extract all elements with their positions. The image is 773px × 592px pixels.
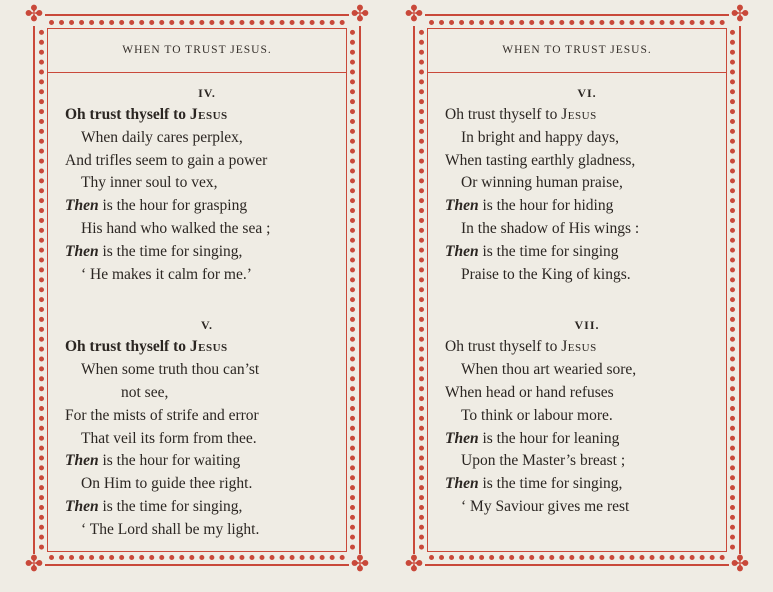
verse-line: In bright and happy days, — [461, 128, 619, 146]
fleur-ornament-icon: ✤ — [24, 552, 44, 577]
stanza-number: V. — [200, 318, 214, 333]
fleur-ornament-icon: ✤ — [350, 2, 370, 27]
verse-line: Then is the time for singing, — [445, 475, 623, 493]
verse-line: For the mists of strife and error — [65, 406, 259, 424]
fleur-ornament-icon: ✤ — [404, 552, 424, 577]
verse-line: ‘ The Lord shall be my light. — [81, 520, 260, 538]
page-header: WHEN TO TRUST JESUS. — [47, 28, 347, 73]
verse-line: Oh trust thyself to Jesus — [65, 338, 228, 356]
verse-line: Then is the hour for waiting — [65, 452, 241, 470]
verse-line: Oh trust thyself to Jesus — [65, 106, 228, 123]
poem-text — [445, 84, 729, 519]
fleur-ornament-icon: ✤ — [730, 2, 750, 27]
verse-line: Or winning human praise, — [461, 174, 623, 192]
verse-line: Oh trust thyself to Jesus — [445, 338, 597, 356]
fleur-ornament-icon: ✤ — [730, 552, 750, 577]
verse-line: not see, — [121, 383, 169, 401]
verse-line: When daily cares perplex, — [81, 128, 243, 146]
fleur-ornament-icon: ✤ — [404, 2, 424, 27]
verse-line: When thou art wearied sore, — [461, 361, 637, 379]
verse-line: When some truth thou can’st — [81, 361, 260, 379]
fleur-ornament-icon: ✤ — [24, 2, 44, 27]
verse-line: On Him to guide thee right. — [81, 475, 253, 493]
verse-line: Upon the Master’s breast ; — [461, 452, 626, 470]
verse-line: Then is the time for singing — [445, 242, 619, 260]
verse-line: Then is the time for singing, — [65, 242, 243, 260]
verse-line: ‘ My Saviour gives me rest — [461, 497, 630, 515]
verse-line: That veil its form from thee. — [81, 429, 257, 447]
stanza-number: VI. — [577, 86, 597, 100]
verse-line: When tasting earthly gladness, — [445, 151, 636, 169]
left-page — [24, 2, 370, 577]
verse-line: Then is the time for singing, — [65, 497, 243, 515]
verse-line: To think or labour more. — [461, 406, 613, 424]
verse-line: When head or hand refuses — [445, 383, 614, 401]
verse-line: Then is the hour for hiding — [445, 197, 614, 215]
stanza-number: VII. — [574, 318, 600, 333]
page-header: WHEN TO TRUST JESUS. — [427, 28, 727, 73]
verse-line: Praise to the King of kings. — [461, 265, 631, 283]
poem-text — [65, 84, 349, 542]
verse-line: Oh trust thyself to Jesus — [445, 106, 597, 123]
verse-line: And trifles seem to gain a power — [65, 151, 268, 169]
verse-line: Thy inner soul to vex, — [81, 174, 218, 192]
fleur-ornament-icon: ✤ — [350, 552, 370, 577]
verse-line: Then is the hour for leaning — [445, 429, 620, 447]
verse-line: Then is the hour for grasping — [65, 197, 248, 215]
right-page — [404, 2, 750, 577]
stanza-number: IV. — [198, 86, 216, 100]
verse-line: ‘ He makes it calm for me.’ — [81, 265, 252, 283]
verse-line: His hand who walked the sea ; — [81, 219, 271, 237]
verse-line: In the shadow of His wings : — [461, 219, 640, 237]
